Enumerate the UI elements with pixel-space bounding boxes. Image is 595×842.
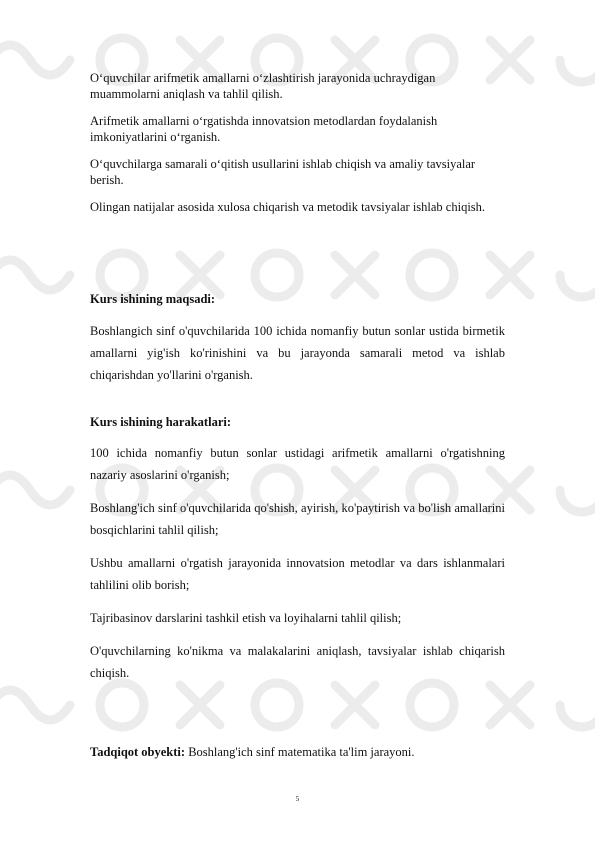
objective-item-1: O‘quvchilar arifmetik amallarni o‘zlashtirish jarayonida uchraydigan muammolarni aniqlash va tahlil qilish.: [90, 71, 436, 101]
harakat-item-2: Boshlang'ich sinf o'quvchilarida qo'shish, ayirish, ko'paytirish va bo'lish amallarini bosqichlarini tahlil qilish;: [90, 501, 505, 537]
obyekt-label: Tadqiqot obyekti:: [90, 745, 186, 759]
page-number: 5: [295, 795, 300, 803]
harakat-item-3: Ushbu amallarni o'rgatish jarayonida innovatsion metodlar va dars ishlanmalari tahlilini olib borish;: [90, 556, 505, 592]
obyekt-text: Boshlang'ich sinf matematika ta'lim jarayoni.: [185, 745, 415, 759]
heading-maqsad: Kurs ishining maqsadi:: [90, 292, 216, 306]
section-obyekt: [90, 741, 505, 763]
objective-item-4: Olingan natijalar asosida xulosa chiqarish va metodik tavsiyalar ishlab chiqish.: [90, 200, 486, 214]
objectives-list: [90, 70, 505, 215]
paragraph-maqsad: Boshlangich sinf o'quvchilarida 100 ichida nomanfiy butun sonlar ustida birmetik amallarni yig'ish ko'rinishini va bu jarayonda samarali metod va ishlab chiqarishdan yo'llarini o'rganish.: [90, 324, 505, 382]
harakat-item-1: 100 ichida nomanfiy butun sonlar ustidagi arifmetik amallarni o'rgatishning nazariy asoslarini o'rganish;: [90, 446, 505, 482]
harakat-item-5: O'quvchilarning ko'nikma va malakalarini aniqlash, tavsiyalar ishlab chiqarish chiqish.: [90, 644, 505, 680]
heading-harakat: Kurs ishining harakatlari:: [90, 415, 231, 429]
section-harakat: [90, 415, 505, 684]
objective-item-3: O‘quvchilarga samarali o‘qitish usullarini ishlab chiqish va amaliy tavsiyalar berish.: [90, 157, 476, 187]
objective-item-2: Arifmetik amallarni o‘rgatishda innovatsion metodlardan foydalanish imkoniyatlarini o‘rganish.: [90, 114, 438, 144]
harakat-item-4: Tajribasinov darslarini tashkil etish va loyihalarni tahlil qilish;: [90, 611, 402, 625]
section-maqsad: [90, 292, 505, 386]
